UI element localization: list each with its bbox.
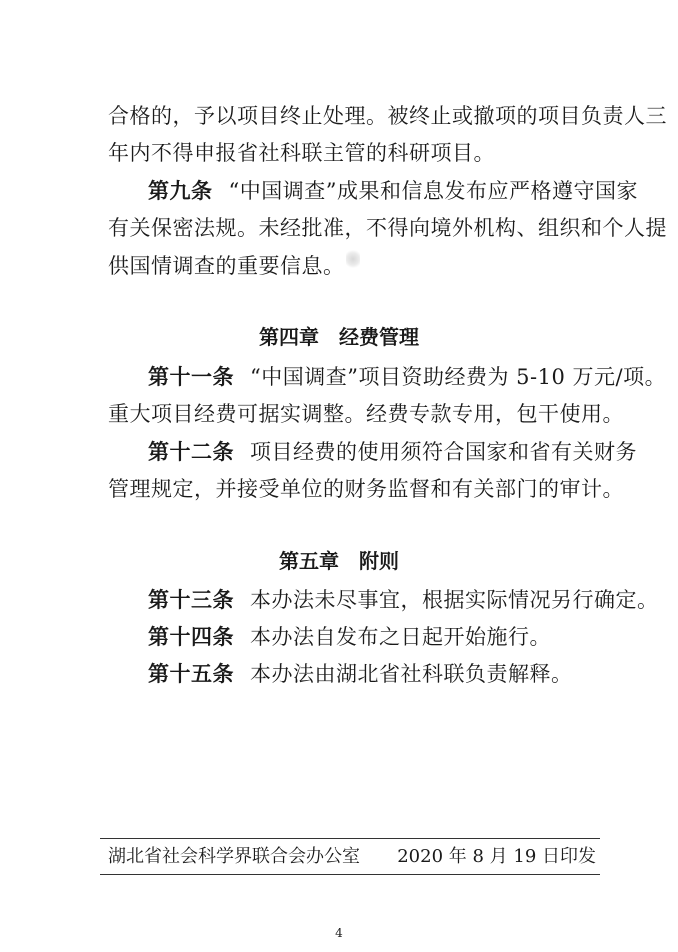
article-text: “中国调查”项目资助经费为 5-10 万元/项。 xyxy=(250,365,667,389)
article-text: 本办法未尽事宜，根据实际情况另行确定。 xyxy=(250,588,659,612)
article-11 xyxy=(148,362,666,392)
article-13 xyxy=(148,585,659,615)
paragraph-line: 重大项目经费可据实调整。经费专款专用，包干使用。 xyxy=(108,402,624,426)
paragraph-line: 有关保密法规。未经批准，不得向境外机构、组织和个人提 xyxy=(108,216,667,240)
article-title: 第十五条 xyxy=(148,662,234,686)
article-text: 本办法由湖北省社科联负责解释。 xyxy=(250,662,573,686)
article-title: 第十四条 xyxy=(148,625,234,649)
article-title: 第十三条 xyxy=(148,588,234,612)
chapter-4-heading xyxy=(0,322,678,352)
article-text: 项目经费的使用须符合国家和省有关财务 xyxy=(250,440,637,464)
article-15 xyxy=(148,659,573,689)
chapter-title: 附则 xyxy=(359,549,399,573)
paragraph-line: 年内不得申报省社科联主管的科研项目。 xyxy=(108,141,495,165)
article-text: “中国调查”成果和信息发布应严格遵守国家 xyxy=(228,179,638,203)
article-text: 本办法自发布之日起开始施行。 xyxy=(250,625,551,649)
article-title: 第九条 xyxy=(148,179,213,203)
footer-top-rule xyxy=(100,838,600,839)
article-title: 第十二条 xyxy=(148,440,234,464)
article-14 xyxy=(148,622,551,652)
issuer-name: 湖北省社会科学界联合会办公室 xyxy=(108,846,360,867)
chapter-number: 第四章 xyxy=(259,325,319,349)
article-12 xyxy=(148,437,637,467)
chapter-number: 第五章 xyxy=(279,549,339,573)
issue-date: 2020 年 8 月 19 日印发 xyxy=(397,846,596,867)
paragraph-line: 供国情调查的重要信息。 xyxy=(108,254,345,278)
article-title: 第十一条 xyxy=(148,365,234,389)
chapter-5-heading xyxy=(0,546,678,576)
article-9 xyxy=(148,176,638,206)
page-number: 4 xyxy=(335,926,343,940)
seal-smudge xyxy=(346,250,360,268)
chapter-title: 经费管理 xyxy=(339,325,419,349)
paragraph-line: 管理规定，并接受单位的财务监督和有关部门的审计。 xyxy=(108,477,624,501)
paragraph-line: 合格的，予以项目终止处理。被终止或撤项的项目负责人三 xyxy=(108,104,667,128)
footer-bottom-rule xyxy=(100,874,600,875)
